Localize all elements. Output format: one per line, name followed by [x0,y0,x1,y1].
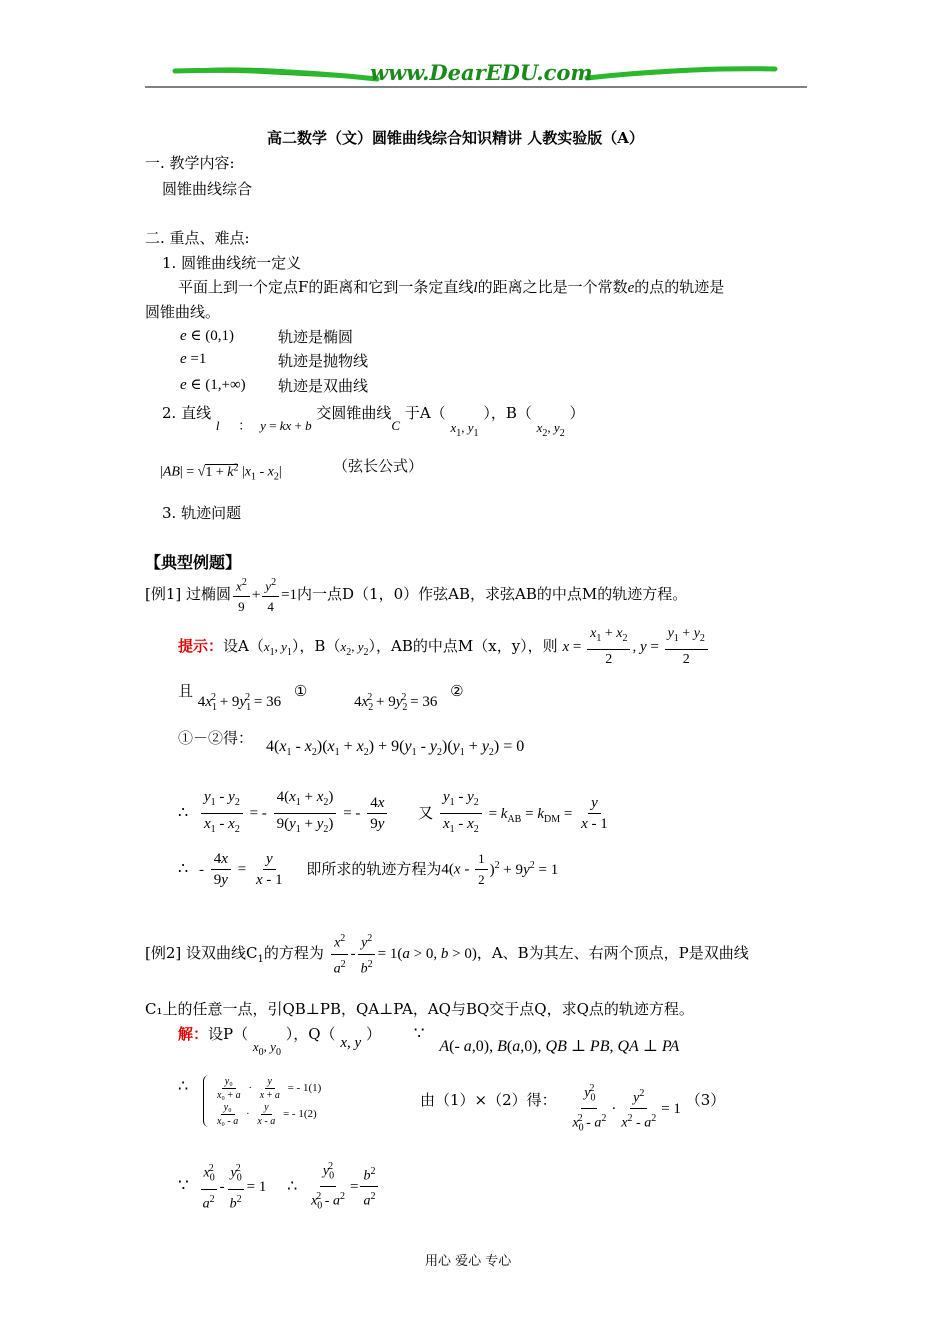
parabola-label: 轨迹是抛物线 [278,352,369,370]
eccentricity-ellipse: e ∈ (0,1) [180,328,235,344]
chord-length-label: （弦长公式） [333,457,424,475]
example2-statement-line2: C₁上的任意一点，引QB⊥PB，QA⊥PA，AQ与BQ交于点Q，求Q点的轨迹方程。 [145,1000,694,1018]
example1-result: ∴ - $\frac{4x}{9y}$ = $\frac{y}{x - 1}$ 即所求的轨迹方程为4(x - $\frac{1}{2}$ )$^2 + 9y^2 = 1$ [178,851,559,888]
example2-product-step: 由（1）×（2）得： $\frac{y_0^2}{x_0^2 - a^2}$ · $\frac{y^2}{x^2 - a^2}$ = 1 （3） [420,1080,725,1138]
trajectory-problem: 3. 轨迹问题 [162,504,242,522]
header-site-name: www.DearEDU.com [370,60,593,85]
eccentricity-parabola: e =1 [180,351,207,367]
eccentricity-hyperbola: e ∈ (1,+∞) [180,377,246,393]
header-logo [145,58,807,92]
section1-content: 圆锥曲线综合 [162,180,253,198]
section1-heading: 一. 教学内容: [145,154,235,172]
example2-system: ∴ $\frac{\text{y₀}}{\text{x₀ + a}}$ · $\frac{y}{x + a}$ = - 1(1) $\frac{\text{y₀}}{\text{x₀ - a}}$ · $\frac{y}{x - a}$ = - 1(2) [178,1075,322,1127]
example1-hint: 提示：设$A(x_1$, $y_1$），$B(x_2$, $y_2$），AB的中点M（x，y），则 x = $\frac{x_1 + x_2}{2}$ , y = $\frac{y_1 + y_2}{2}$ [178,625,710,669]
ellipse-label: 轨迹是椭圆 [278,328,354,346]
example1-subtract: ①－②得： [178,729,254,747]
definition-text-line2: 圆锥曲线。 [145,303,221,321]
example1-statement: [例1] 过椭圆 $\frac{x^2}{9}$ + $\frac{y^2}{4}$ =1内一点D（1，0）作弦AB，求弦AB的中点M的轨迹方程。 [145,574,687,616]
hyperbola-label: 轨迹是双曲线 [278,377,369,395]
examples-heading: 【典型例题】 [145,553,242,572]
definition-text: 平面上到一个定点F的距离和它到一条定直线l的距离之比是一个常数e的点的轨迹是 [178,278,725,296]
line-intersect-text: 2. 直线 l ： y = kx + b 交圆锥曲线C 于A（ $x_1$, $y_1$ ），B（ $x_2$, $y_2$ ） [162,404,585,439]
chord-length-formula: $|AB| = √1 + k^2$ $|x_1 - x_2|$ [160,462,282,483]
example2-statement: [例2] 设双曲线$C_1$的方程为 $\frac{x^2}{a^2}$ - $\frac{y^2}{b^2}$ = 1(a > 0, b > 0)，A、B为其左、右两个顶点，P是双曲线 [145,930,749,978]
example1-subtract-equation: $4(x_1 - x_2)(x_1 + x_2) + 9(y_1 - y_2)(y_1 + y_2) = 0$ [266,738,525,759]
example2-final-step: ∵ $\frac{x_0^2}{a^2}$ - $\frac{y_0^2}{b^2}$ = 1 ∴ $\frac{y_0^2}{x_0^2 - a^2}$ = $\frac{b^2}{a^2}$ [178,1158,380,1216]
definition-title: 1. 圆锥曲线统一定义 [162,254,302,272]
example1-slope-step: ∴ $\frac{y_1 - y_2}{x_1 - x_2}$ = - $\frac{4(x_1 + x_2)}{9(y_1 + y_2)}$ = - $\frac{4x}{9y}$ 又 $\frac{y_1 - y_2}{x_1 - x_2}$ = $k_{AB} = k_{DM}$ = $\frac{y}{x - 1}$ [178,789,608,835]
page-footer: 用心 爱心 专心 [425,1254,512,1269]
example1-conditions: 且 $4x_1^2 + 9y_1^2 = 36$ ① $4x_2^2 + 9y_2^2 = 36$ ② [178,682,464,713]
page-title: 高二数学（文）圆锥曲线综合知识精讲 人教实验版（A） [267,129,644,147]
example2-solution: 解：设P（ $x_0$, $y_0$ ），Q（ x, y ） ∵ A(- a,0), B(a,0), QB ⊥ PB, QA ⊥ PA [178,1024,680,1058]
section2-heading: 二. 重点、难点: [145,229,250,247]
